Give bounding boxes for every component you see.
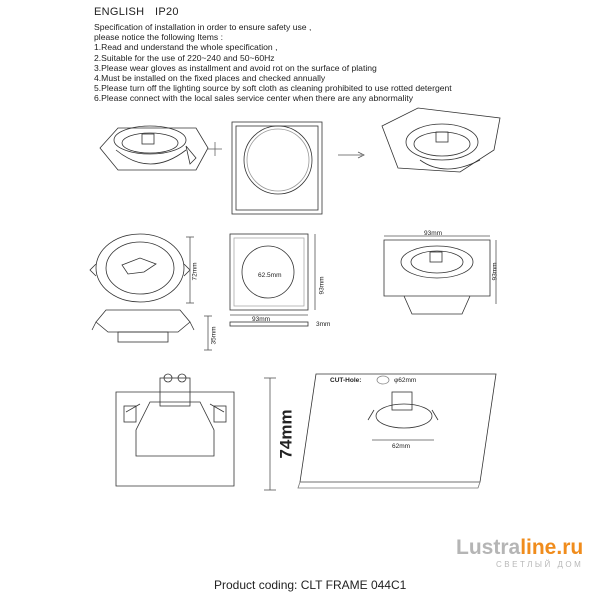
- frame-width-label: 93mm: [252, 316, 271, 323]
- cut-hole-label: CUT-Hole:: [330, 377, 362, 384]
- frame-height-label: 93mm: [318, 276, 326, 295]
- assembled-height-label: 93mm: [491, 262, 499, 281]
- instruction-item-6: 6.Please connect with the local sales service center when there are any abnormality: [94, 93, 414, 104]
- arrow-right: [338, 152, 364, 158]
- inner-diameter-label: 62.5mm: [258, 272, 282, 279]
- watermark-brand-part2: line.ru: [520, 536, 584, 559]
- total-height-dim: [264, 378, 276, 490]
- cut-width-label: 62mm: [392, 443, 411, 450]
- ring-top-view-drawing: [90, 234, 190, 302]
- depth-label: 35mm: [210, 326, 218, 345]
- watermark-logo: [456, 536, 583, 569]
- watermark-brand-part1: Lustra: [456, 536, 521, 559]
- square-frame-drawing: [232, 122, 322, 214]
- intro-line-1: Specification of installation in order to ensure safety use ,: [94, 22, 312, 32]
- instruction-item-1: 1.Read and understand the whole specification ,: [94, 42, 278, 53]
- assembled-fixture-drawing: [382, 108, 500, 172]
- cut-hole-diameter-label: φ62mm: [394, 377, 417, 384]
- intro-line-2: please notice the following Items :: [94, 32, 223, 43]
- instruction-item-2: 2.Suitable for the use of 220~240 and 50~60Hz: [94, 52, 275, 63]
- ip-rating-label: IP20: [155, 6, 179, 18]
- plus-sign: [208, 142, 222, 156]
- watermark-tagline: СВЕТЛЫЙ ДОМ: [496, 560, 584, 569]
- product-coding: Product coding: CLT FRAME 044C1: [214, 578, 407, 592]
- ring-side-view-drawing: [92, 310, 194, 342]
- cut-hole-panel-drawing: [298, 374, 496, 488]
- instruction-item-5: 5.Please turn off the lighting source by soft cloth as cleaning prohibited to use rotted detergent: [94, 83, 452, 94]
- instruction-item-3: 3.Please wear gloves as installment and avoid rot on the surface of plating: [94, 62, 377, 73]
- instruction-item-4: 4.Must be installed on the fixed places and checked annually: [94, 73, 326, 84]
- language-label: ENGLISH: [94, 6, 145, 18]
- cross-section-drawing: [116, 374, 234, 486]
- thickness-label: 3mm: [316, 321, 331, 328]
- assembled-front-view-drawing: [384, 240, 490, 314]
- assembled-width-label: 93mm: [424, 230, 443, 237]
- ring-perspective-drawing: [100, 126, 208, 170]
- total-height-label: 74mm: [276, 409, 296, 459]
- ring-height-label: 72mm: [191, 262, 199, 281]
